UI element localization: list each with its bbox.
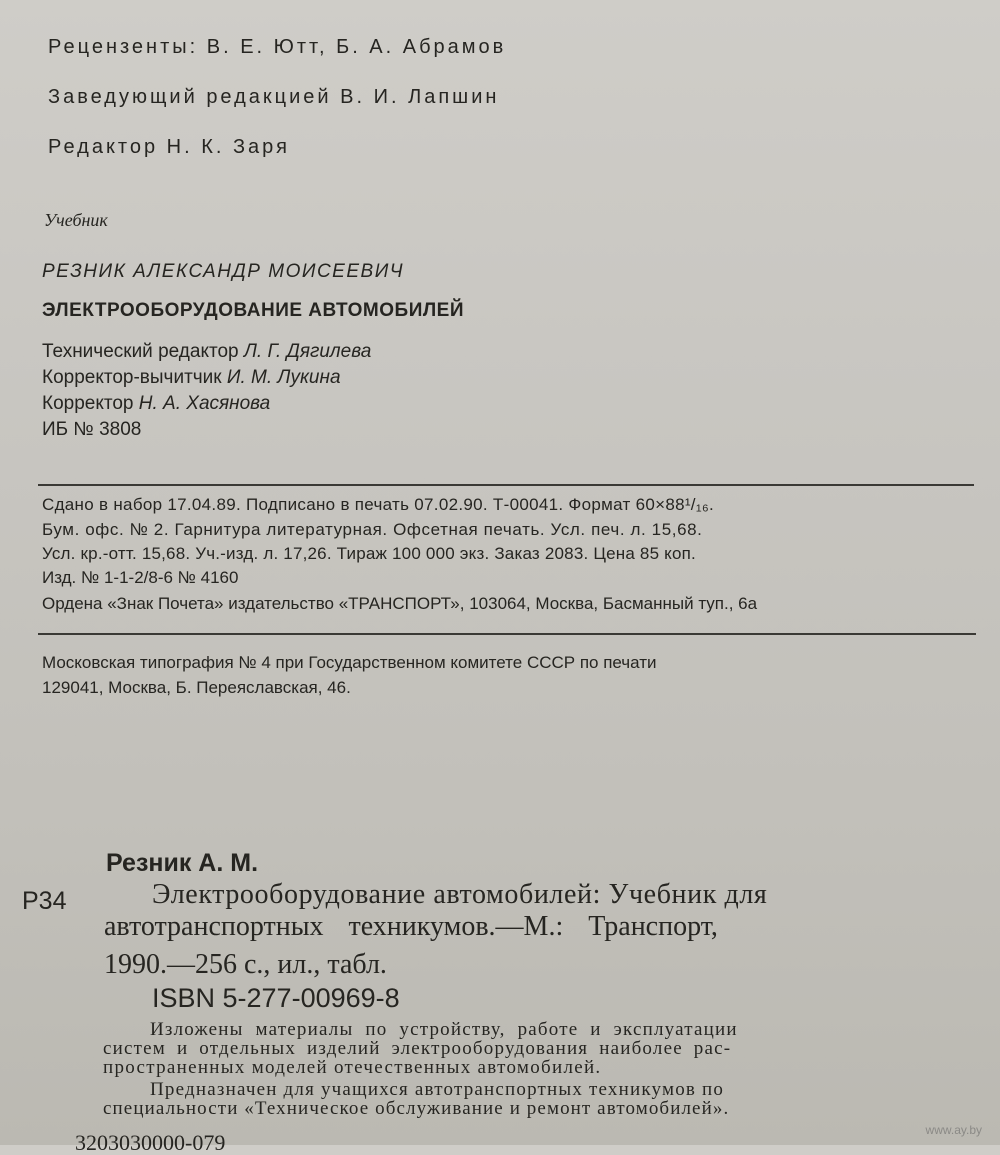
catalog-code-fragment: 3203030000-079: [75, 1130, 226, 1155]
reviewers-line: Рецензенты: В. Е. Ютт, Б. А. Абрамов: [48, 36, 507, 58]
imprint-line-1: Сдано в набор 17.04.89. Подписано в печать 07.02.90. Т-00041. Формат 60×88¹/₁₆.: [42, 495, 715, 514]
tech-editor-line: [42, 342, 371, 361]
imprint-bottom-rule: [38, 633, 976, 635]
catalog-isbn: ISBN 5-277-00969-8: [152, 983, 400, 1013]
tech-editor-label: Технический редактор: [42, 341, 239, 362]
author-full-name: РЕЗНИК АЛЕКСАНДР МОИСЕЕВИЧ: [42, 261, 405, 282]
proofreader1-label: Корректор-вычитчик: [42, 367, 222, 388]
proofreader1-line: [42, 368, 341, 387]
tech-editor-name: Л. Г. Дягилева: [243, 341, 372, 362]
proofreader1-name: И. М. Лукина: [226, 367, 341, 388]
printer-line-1: Московская типография № 4 при Государственном комитете СССР по печати: [42, 653, 657, 672]
abstract-line-3: пространенных моделей отечественных автомобилей.: [103, 1057, 602, 1078]
abstract-line-1: Изложены материалы по устройству, работе и эксплуатации: [150, 1019, 738, 1040]
imprint-line-4: Изд. № 1-1-2/8-6 № 4160: [42, 568, 239, 587]
editor-line: Редактор Н. К. Заря: [48, 136, 290, 158]
book-title: ЭЛЕКТРООБОРУДОВАНИЕ АВТОМОБИЛЕЙ: [42, 300, 465, 321]
proofreader2-line: [42, 394, 270, 413]
book-kind: Учебник: [44, 210, 108, 230]
proofreader2-name: Н. А. Хасянова: [138, 393, 271, 414]
abstract-line-2: систем и отдельных изделий электрооборудования наиболее рас-: [103, 1038, 732, 1059]
site-watermark: www.ay.by: [925, 1123, 982, 1137]
printer-line-2: 129041, Москва, Б. Переяславская, 46.: [42, 678, 351, 697]
catalog-desc-line-3: 1990.—256 с., ил., табл.: [104, 949, 387, 980]
imprint-top-rule: [38, 484, 974, 486]
abstract-line-5: специальности «Техническое обслуживание и ремонт автомобилей».: [103, 1098, 730, 1119]
catalog-desc-line-2: автотранспортных техникумов.—М.: Транспорт,: [104, 911, 718, 942]
catalog-author: Резник А. М.: [106, 849, 259, 877]
imprint-line-3: Усл. кр.-отт. 15,68. Уч.-изд. л. 17,26. Тираж 100 000 экз. Заказ 2083. Цена 85 коп.: [42, 544, 696, 563]
proofreader2-label: Корректор: [42, 393, 134, 414]
ib-number: ИБ № 3808: [42, 419, 142, 440]
catalog-desc-line-1: Электрооборудование автомобилей: Учебник для: [152, 879, 768, 910]
publisher-line: Ордена «Знак Почета» издательство «ТРАНСПОРТ», 103064, Москва, Басманный туп., 6а: [42, 594, 758, 613]
imprint-line-2: Бум. офс. № 2. Гарнитура литературная. Офсетная печать. Усл. печ. л. 15,68.: [42, 520, 703, 539]
editorial-head-line: Заведующий редакцией В. И. Лапшин: [48, 86, 500, 108]
catalog-index: Р34: [22, 887, 67, 915]
abstract-line-4: Предназначен для учащихся автотранспортных техникумов по: [150, 1079, 725, 1100]
